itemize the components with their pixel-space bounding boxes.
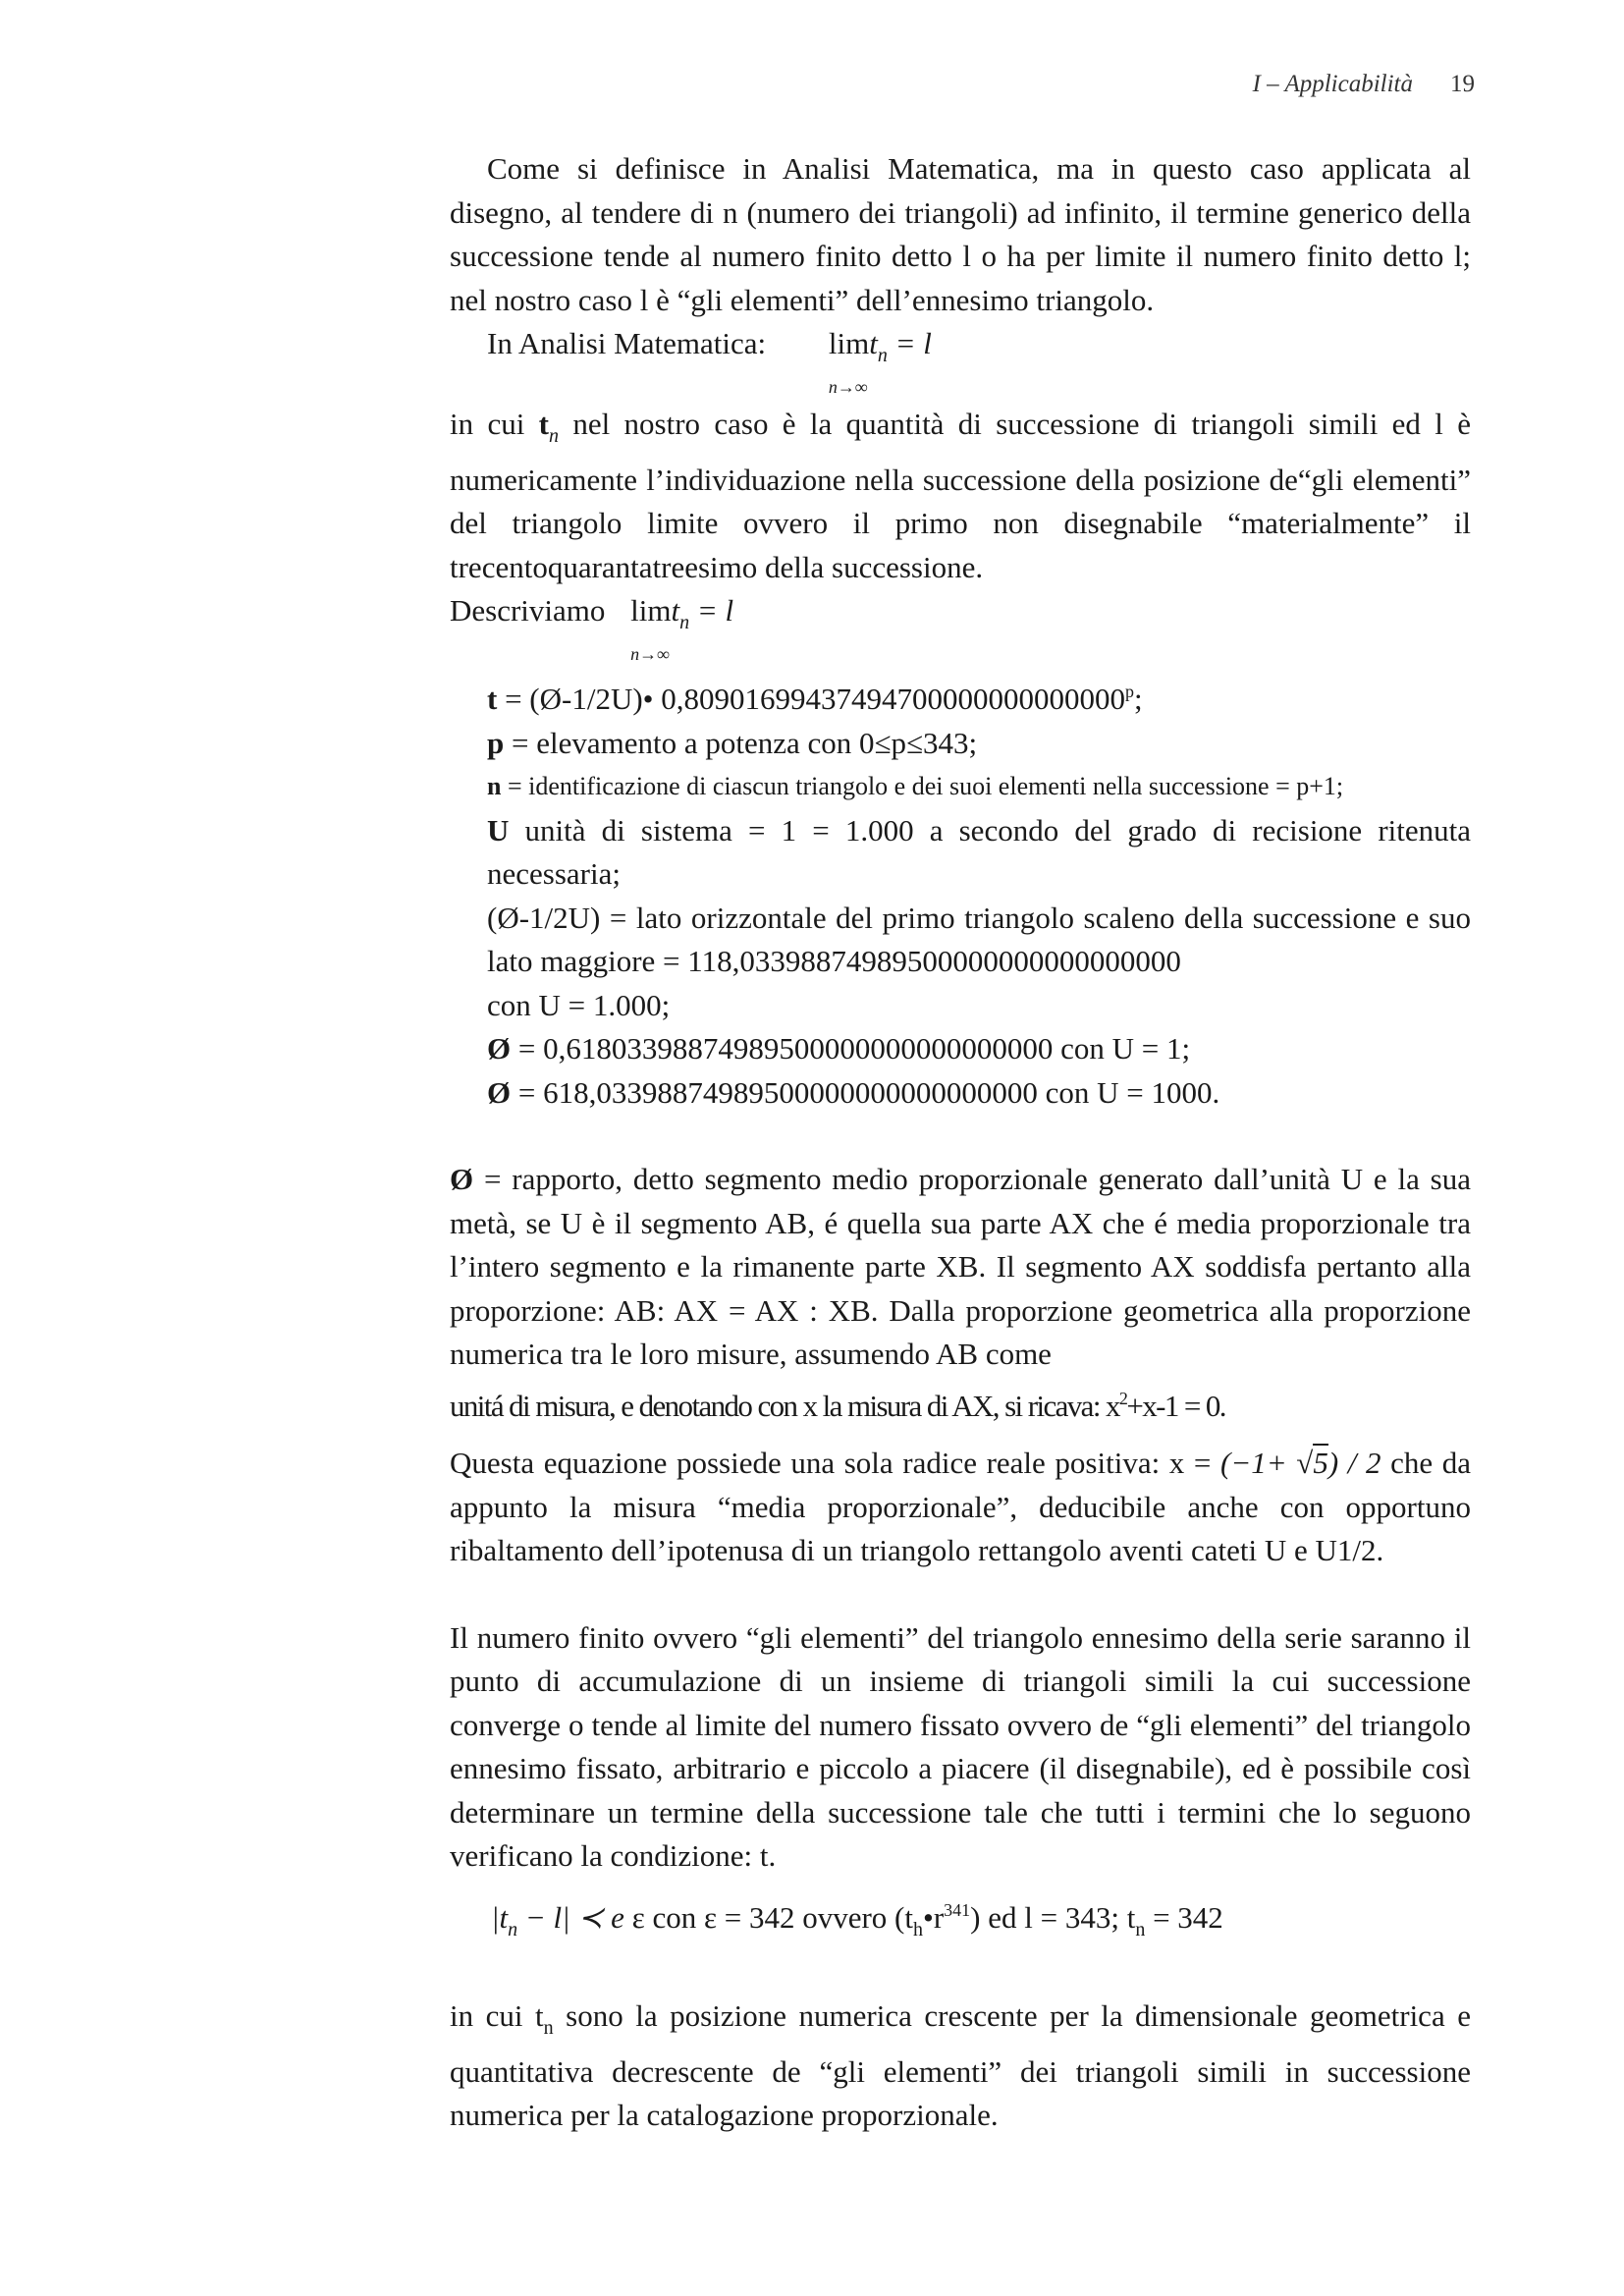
paragraph-ratio [450,1158,1471,1377]
text-run: unitá di misura, e denotando con x la misura di AX, si ricava: x [450,1388,1119,1423]
page-body [450,147,1471,2138]
def-symbol: p [487,725,505,760]
lim-operator: lim [630,593,672,628]
def-symbol: n [487,772,502,800]
limit-value: = l [689,593,734,628]
bold-t: t [538,407,549,441]
def-text: unità di sistema = 1 = 1.000 a secondo del grado di recisione ritenuta necessaria; [487,812,1471,891]
text-run: ε con ε = 342 ovvero (t [623,1899,913,1935]
page-number: 19 [1450,71,1475,97]
def-symbol: Ø [450,1162,474,1196]
text-run: sono la posizione numerica crescente per la dimensionale geometrica e quantitativa decrescente de “gli elementi” dei triangoli simili in successione numerica per la catalogazione proporzionale. [450,1998,1471,2132]
paragraph-conclusion [450,1995,1471,2138]
text-run: che da appunto la misura “media proporzionale”, deducibile anche con opportuno ribaltamento dell’ipotenusa di un triangolo rettangolo aventi cateti U e U1/2. [450,1446,1472,1567]
sub-n: n [543,2017,554,2039]
def-t [487,670,1471,722]
definitions-block [450,670,1471,1115]
limit-formula-2 [450,589,1471,664]
def-text: = 618,03398874989500000000000000000 con U = 1000. [511,1074,1220,1110]
def-phi-1 [487,1027,1471,1071]
paragraph-intro: Come si definisce in Analisi Matematica, ma in questo caso applicata al disegno, al tendere di n (numero dei triangoli) ad infinito, il termine generico della successione tende al numero finito detto l o ha per limite il numero finito detto l; nel nostro caso l è “gli elementi” dell’ennesimo triangolo. [450,151,1471,317]
text-run: •r [922,1899,945,1935]
lim-operator: lim [828,326,870,360]
text-run: Questa equazione possiede una sola radice reale positiva: x = [450,1446,1221,1480]
def-text: ; [1134,682,1143,716]
exponent-2: 2 [1118,1388,1127,1408]
paragraph-equation [450,1442,1471,1573]
condition-formula [491,1888,1471,1952]
limit-formula-1 [450,322,1471,397]
sub-h: h [912,1918,923,1941]
sub-n: n [548,425,559,447]
paragraph-ratio-last [450,1377,1471,1429]
formula-part: ) / 2 [1327,1446,1381,1480]
text-run: nel nostro caso è la quantità di successione di triangoli simili ed l è numericamente l’individuazione nella successione della posizione de“gli elementi” del triangolo limite ovvero il primo non disegnabile “materialmente” il trecentoquarantatreesimo della successione. [450,407,1471,584]
exponent-341: 341 [944,1899,971,1920]
formula-label: In Analisi Matematica: [487,326,767,360]
def-phi-2 [487,1071,1471,1116]
term-t: t [869,326,878,360]
def-con-u: con U = 1.000; [487,987,671,1022]
limit-subscript: n→∞ [828,376,868,397]
def-lato: (Ø-1/2U) = lato orizzontale del primo triangolo scaleno della successione e suo lato maggiore = 118,03398874989500000000000000000 [487,900,1471,978]
formula-part: − l| ≺ e [517,1899,624,1935]
text-run: ) ed l = 343; t [970,1899,1136,1935]
running-header [1253,71,1475,98]
sub-n: n [508,1918,518,1941]
limit-value: = l [887,326,932,360]
limit-expression [630,589,733,663]
def-symbol: Ø [487,1074,512,1110]
def-symbol: Ø [487,1031,512,1066]
formula-label: Descriviamo [450,593,606,628]
text-run: in cui [450,407,539,441]
def-text: = elevamento a potenza con 0≤p≤343; [504,725,978,760]
paragraph-accumulation: Il numero finito ovvero “gli elementi” del triangolo ennesimo della serie saranno il punto di accumulazione di un insieme di triangoli simili la cui successione converge o tende al limite del numero fissato ovvero de “gli elementi” del triangolo ennesimo fissato, arbitrario e piccolo a piacere (il disegnabile), ed è possibile così determinare un termine della successione tale che tutti i termini che lo seguono verificano la condizione: t. [450,1619,1471,1873]
limit-subscript: n→∞ [630,643,670,664]
term-sub-n: n [679,612,690,633]
def-text: = identificazione di ciascun triangolo e dei suoi elementi nella successione = p+1; [501,772,1344,800]
section-title: I – Applicabilità [1252,71,1413,97]
limit-expression [791,322,932,396]
exponent-p: p [1125,682,1135,701]
term-t: t [671,593,680,628]
sub-n: n [1135,1918,1146,1941]
def-u [487,809,1471,897]
formula-part: |t [491,1899,509,1935]
def-text: = 0,61803398874989500000000000000000 con U = 1; [511,1031,1191,1066]
formula-part: (−1+ √ [1220,1446,1314,1480]
def-symbol: U [487,812,510,847]
paragraph-explanation [450,403,1471,589]
root-formula [1220,1444,1380,1480]
def-symbol: t [487,682,498,716]
radicand: 5 [1313,1446,1328,1480]
term-sub-n: n [877,345,888,366]
text-run: = rapporto, detto segmento medio proporzionale generato dall’unità U e la sua metà, se U è il segmento AB, é quella sua parte AX che é media proporzionale tra l’intero segmento e la rimanente parte XB. Il segmento AX soddisfa pertanto alla proporzione: AB: AX = AX : XB. Dalla proporzione geometrica alla proporzione numerica tra le loro misure, assumendo AB come [450,1162,1471,1371]
text-run: +x-1 = 0. [1126,1388,1225,1423]
def-p [487,722,1471,766]
text-run: = 342 [1145,1899,1223,1935]
def-text: = (Ø-1/2U)• 0,80901699437494700000000000000 [497,682,1126,716]
text-run: in cui t [450,1998,544,2033]
def-n [487,765,1471,809]
